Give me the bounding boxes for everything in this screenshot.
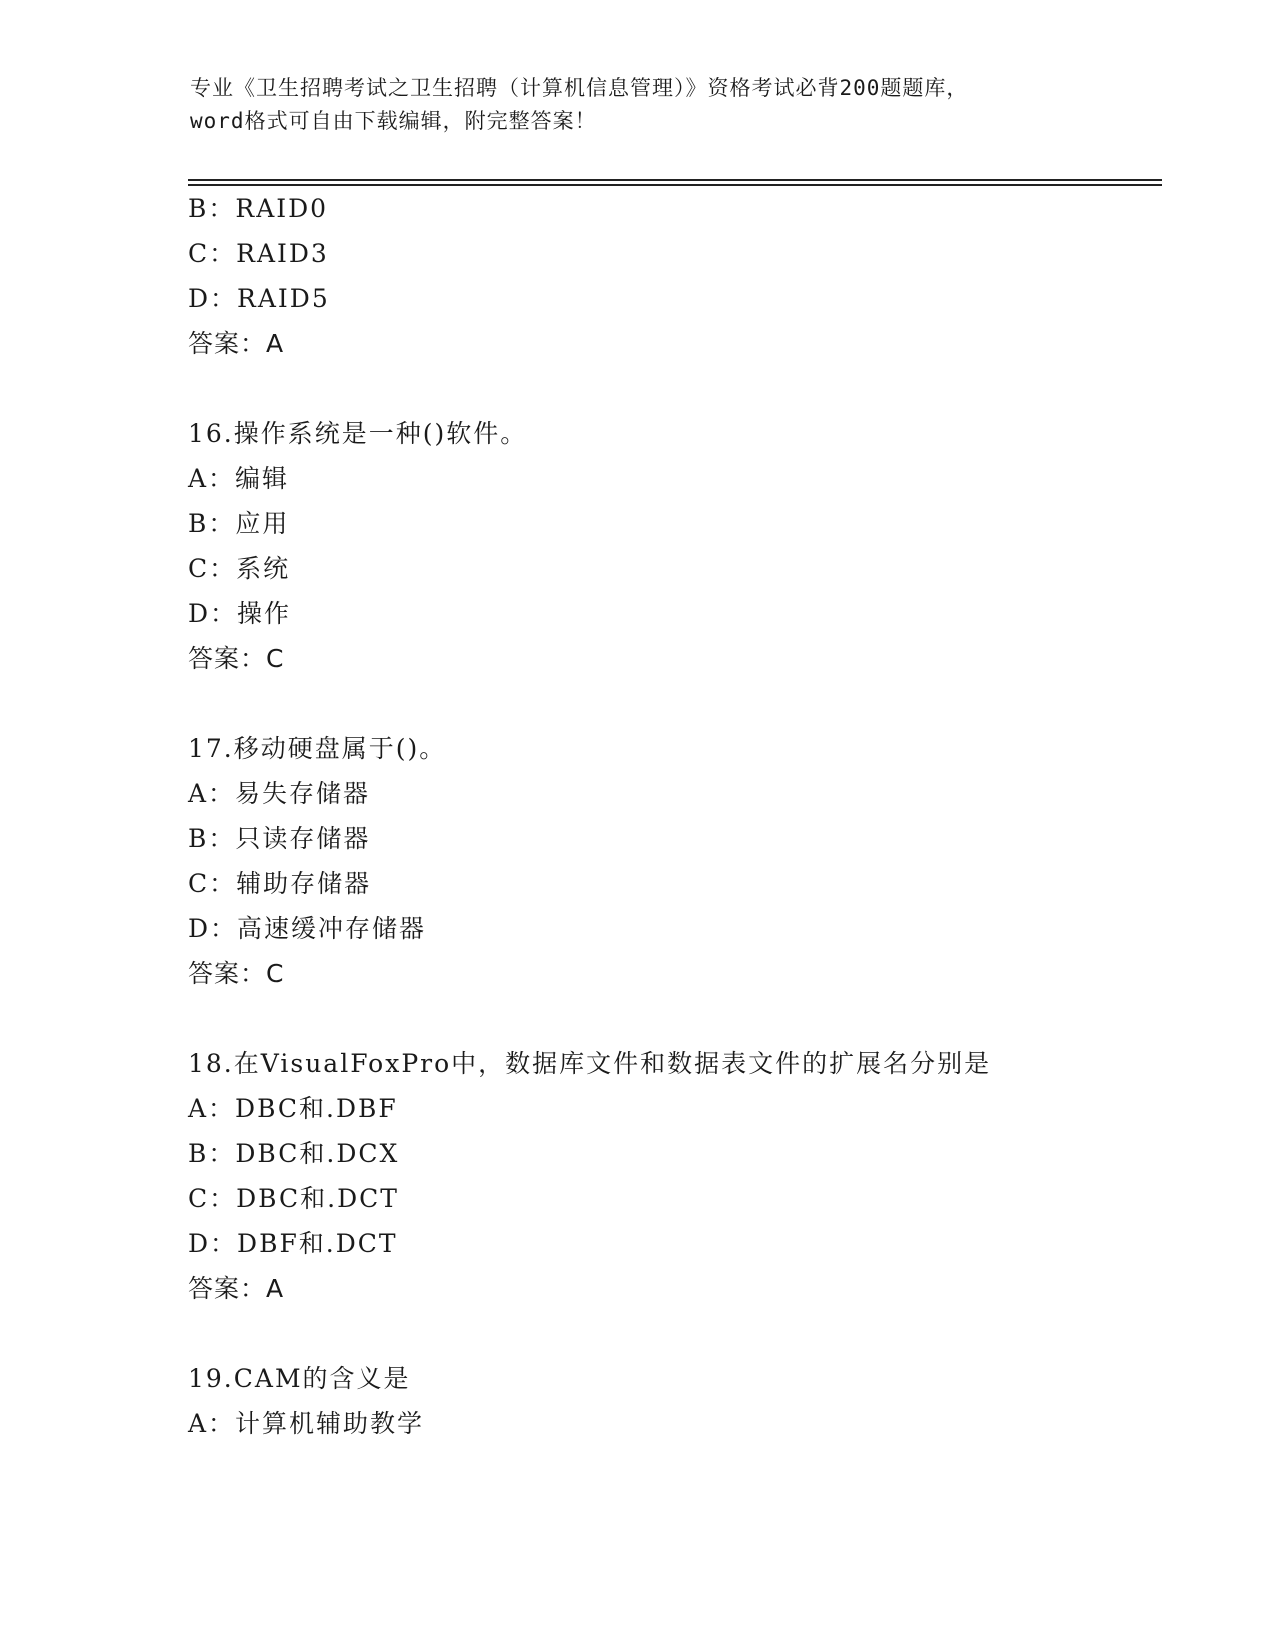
q16-option-b: B：应用 (188, 509, 290, 538)
q15-option-d: D：RAID5 (188, 284, 330, 313)
q18-answer: 答案：A (188, 1274, 285, 1303)
q18-question: 18.在VisualFoxPro中，数据库文件和数据表文件的扩展名分别是 (188, 1049, 992, 1078)
q16-answer: 答案：C (188, 644, 285, 673)
q18-option-d: D：DBF和.DCT (188, 1229, 398, 1258)
q18-option-a: A：DBC和.DBF (188, 1094, 398, 1123)
q17-answer: 答案：C (188, 959, 285, 988)
q17-option-b: B：只读存储器 (188, 824, 371, 853)
q16-option-c: C：系统 (188, 554, 291, 583)
q17-question: 17.移动硬盘属于()。 (188, 734, 447, 763)
q19-option-a: A：计算机辅助教学 (188, 1409, 425, 1438)
q17-option-d: D：高速缓冲存储器 (188, 914, 427, 943)
document-header (190, 72, 1090, 138)
header-title-line-2: word格式可自由下载编辑，附完整答案！ (190, 109, 597, 133)
q16-option-a: A：编辑 (188, 464, 290, 493)
q17-option-c: C：辅助存储器 (188, 869, 372, 898)
q15-answer: 答案：A (188, 329, 285, 358)
header-divider-bottom (188, 184, 1162, 186)
header-divider-top (188, 179, 1162, 181)
q18-option-b: B：DBC和.DCX (188, 1139, 400, 1168)
q15-option-b: B：RAID0 (188, 194, 329, 223)
q16-question: 16.操作系统是一种()软件。 (188, 419, 528, 448)
q15-option-c: C：RAID3 (188, 239, 329, 268)
q19-question: 19.CAM的含义是 (188, 1364, 411, 1393)
q18-option-c: C：DBC和.DCT (188, 1184, 399, 1213)
header-title-line-1: 专业《卫生招聘考试之卫生招聘（计算机信息管理）》资格考试必背200题题库， (190, 76, 969, 100)
q16-option-d: D：操作 (188, 599, 292, 628)
q17-option-a: A：易失存储器 (188, 779, 371, 808)
